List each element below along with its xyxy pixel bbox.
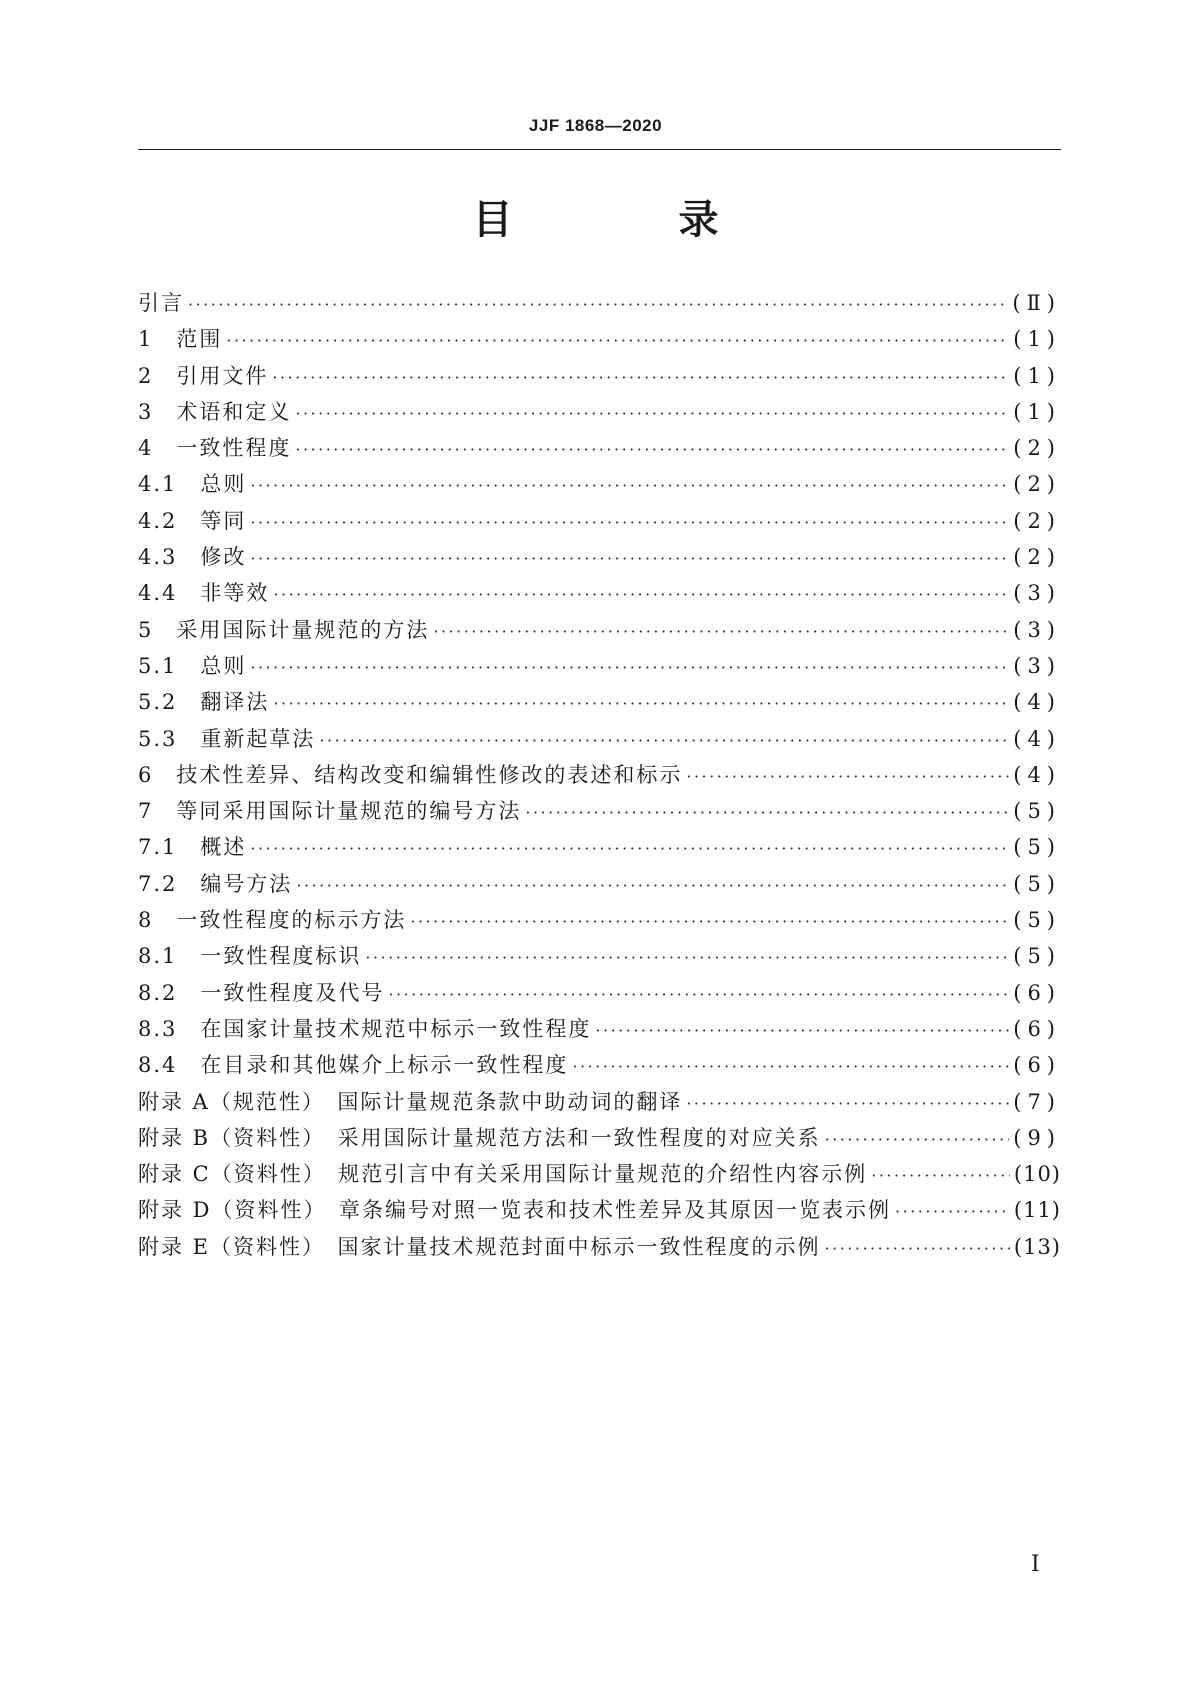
appendix-page: (11) <box>1013 1198 1061 1223</box>
toc-entry-title: 编号方法 <box>200 871 293 896</box>
toc-entry-page: (1) <box>1013 399 1061 424</box>
toc-entry-page: (5) <box>1013 835 1061 860</box>
leader-dots <box>296 876 1009 895</box>
toc-entry[interactable] <box>138 577 1061 613</box>
toc-entry-page: (1) <box>1013 327 1061 352</box>
appendix-page: (7) <box>1013 1089 1061 1114</box>
toc-entry-page: (4) <box>1013 762 1061 787</box>
leader-dots <box>250 839 1009 858</box>
toc-entry[interactable] <box>138 1013 1061 1049</box>
toc-entry-page: (2) <box>1013 508 1061 533</box>
toc-entry-number: 7 <box>138 799 177 824</box>
toc-entry[interactable] <box>138 541 1061 577</box>
leader-dots <box>825 1239 1010 1258</box>
leader-dots <box>295 440 1009 459</box>
toc-entry-number: 4.2 <box>138 508 201 533</box>
appendix-title: 国家计量技术规范封面中标示一致性程度的示例 <box>337 1234 821 1259</box>
toc-entry-title: 一致性程度的标示方法 <box>176 908 407 933</box>
toc-entry-page: (2) <box>1013 436 1061 461</box>
toc-entry[interactable] <box>138 723 1061 759</box>
toc-entry-page: (5) <box>1013 871 1061 896</box>
toc-entry-title: 修改 <box>200 545 247 570</box>
appendix-title: 国际计量规范条款中助动词的翻译 <box>337 1089 683 1114</box>
page-number: Ⅰ <box>1031 1552 1040 1577</box>
toc-entry-number: 8.1 <box>138 944 201 969</box>
toc-entry-page: (6) <box>1013 1016 1061 1041</box>
leader-dots <box>319 731 1009 750</box>
toc-entry-title: 非等效 <box>200 581 270 606</box>
toc-entry-page: (2) <box>1013 472 1061 497</box>
toc-entry-title: 概述 <box>200 835 247 860</box>
toc-entry-page: (4) <box>1013 690 1061 715</box>
leader-dots <box>250 476 1009 495</box>
leader-dots <box>595 1021 1009 1040</box>
toc-entry-page: (3) <box>1013 653 1061 678</box>
toc-entry-number: 8.2 <box>138 980 201 1005</box>
leader-dots <box>250 513 1009 532</box>
toc-entry-number: 4.1 <box>138 472 201 497</box>
leader-dots <box>686 767 1009 786</box>
appendix-page: (10) <box>1013 1162 1061 1187</box>
toc-entry[interactable] <box>138 686 1061 722</box>
toc-entry-number: 5.3 <box>138 726 201 751</box>
appendix-number: 附录 B（资料性） <box>138 1125 338 1150</box>
toc-entry-number: 4.3 <box>138 545 201 570</box>
appendix-page: (13) <box>1013 1234 1061 1259</box>
toc-entry-title: 采用国际计量规范的方法 <box>176 617 430 642</box>
toc-entry-number: 7.2 <box>138 871 201 896</box>
toc-entry-number: 3 <box>138 399 177 424</box>
toc-entry-title: 范围 <box>176 327 223 352</box>
toc-entry-title: 一致性程度 <box>176 436 292 461</box>
toc-entry-title: 翻译法 <box>200 690 270 715</box>
leader-dots <box>295 404 1009 423</box>
toc-entry-title: 等同采用国际计量规范的编号方法 <box>176 799 522 824</box>
appendix-number: 附录 E（资料性） <box>138 1234 338 1259</box>
toc-entry[interactable] <box>138 759 1061 795</box>
toc-entry[interactable] <box>138 904 1061 940</box>
leader-dots <box>871 1166 1010 1185</box>
toc-entry-page: (5) <box>1013 944 1061 969</box>
appendix-entry[interactable] <box>138 1158 1061 1194</box>
toc-entry[interactable] <box>138 396 1061 432</box>
toc-entry-title: 在目录和其他媒介上标示一致性程度 <box>200 1053 569 1078</box>
toc-entry[interactable] <box>138 468 1061 504</box>
toc-entry-number: 5.1 <box>138 653 201 678</box>
toc-entry-title: 重新起草法 <box>200 726 316 751</box>
appendix-page: (9) <box>1013 1125 1061 1150</box>
page-title: 目 录 <box>472 197 795 243</box>
toc-entry[interactable] <box>138 795 1061 831</box>
leader-dots <box>273 694 1009 713</box>
leader-dots <box>250 658 1009 677</box>
appendix-entry[interactable] <box>138 1086 1061 1122</box>
toc-entry-page: (6) <box>1013 1053 1061 1078</box>
appendix-entry[interactable] <box>138 1231 1061 1267</box>
toc-entry-page: (1) <box>1013 363 1061 388</box>
leader-dots <box>895 1202 1010 1221</box>
toc-entry[interactable] <box>138 868 1061 904</box>
toc-entry-title: 一致性程度及代号 <box>200 980 385 1005</box>
table-of-contents <box>138 287 1061 1267</box>
appendix-entry[interactable] <box>138 1122 1061 1158</box>
toc-entry-page: (5) <box>1013 799 1061 824</box>
toc-entry-page: (4) <box>1013 726 1061 751</box>
leader-dots <box>365 948 1009 967</box>
toc-entry[interactable] <box>138 360 1061 396</box>
toc-entry-page: (3) <box>1013 581 1061 606</box>
toc-entry-number: 1 <box>138 327 177 352</box>
appendix-number: 附录 A（规范性） <box>138 1089 338 1114</box>
toc-entry[interactable] <box>138 650 1061 686</box>
toc-entry-title: 在国家计量技术规范中标示一致性程度 <box>200 1016 592 1041</box>
toc-entry-title: 总则 <box>200 653 247 678</box>
leader-dots <box>226 331 1009 350</box>
toc-entry-title: 技术性差异、结构改变和编辑性修改的表述和标示 <box>176 762 683 787</box>
toc-entry[interactable] <box>138 1049 1061 1085</box>
toc-entry-title: 一致性程度标识 <box>200 944 362 969</box>
toc-entry-number: 4.4 <box>138 581 201 606</box>
toc-entry-page: (3) <box>1013 617 1061 642</box>
leader-dots <box>572 1057 1009 1076</box>
toc-entry-number: 2 <box>138 363 177 388</box>
leader-dots <box>686 1094 1009 1113</box>
toc-entry-page: (5) <box>1013 908 1061 933</box>
toc-entry-number: 8.3 <box>138 1016 201 1041</box>
leader-dots <box>188 295 1008 314</box>
leader-dots <box>250 549 1009 568</box>
toc-entry-number: 6 <box>138 762 177 787</box>
appendix-number: 附录 C（资料性） <box>138 1162 339 1187</box>
toc-entry[interactable] <box>138 977 1061 1013</box>
toc-entry-number: 5 <box>138 617 177 642</box>
toc-entry-page: (2) <box>1013 545 1061 570</box>
appendix-entry[interactable] <box>138 1194 1061 1230</box>
toc-entry[interactable] <box>138 505 1061 541</box>
toc-entry[interactable] <box>138 940 1061 976</box>
appendix-number: 附录 D（资料性） <box>138 1198 340 1223</box>
toc-entry[interactable] <box>138 614 1061 650</box>
leader-dots <box>825 1130 1010 1149</box>
leader-dots <box>272 368 1009 387</box>
toc-entry-number: 5.2 <box>138 690 201 715</box>
toc-entry[interactable] <box>138 432 1061 468</box>
toc-entry-number: 8 <box>138 908 177 933</box>
document-code-header: JJF 1868—2020 <box>528 116 663 135</box>
toc-entry-title: 总则 <box>200 472 247 497</box>
toc-entry-number: 7.1 <box>138 835 201 860</box>
toc-entry-number: 8.4 <box>138 1053 201 1078</box>
toc-entry-title: 引用文件 <box>176 363 269 388</box>
toc-entry-page: (Ⅱ) <box>1012 291 1061 315</box>
toc-entry-title: 等同 <box>200 508 247 533</box>
toc-entry-title: 术语和定义 <box>176 399 292 424</box>
leader-dots <box>410 912 1009 931</box>
toc-entry-title: 引言 <box>138 291 184 315</box>
appendix-title: 章条编号对照一览表和技术性差异及其原因一览表示例 <box>339 1198 892 1223</box>
toc-entry-number: 4 <box>138 436 177 461</box>
toc-entry[interactable] <box>138 287 1061 323</box>
toc-entry[interactable] <box>138 323 1061 359</box>
header-rule <box>138 149 1061 150</box>
appendix-title: 规范引言中有关采用国际计量规范的介绍性内容示例 <box>338 1162 868 1187</box>
toc-entry-page: (6) <box>1013 980 1061 1005</box>
appendix-title: 采用国际计量规范方法和一致性程度的对应关系 <box>337 1125 821 1150</box>
leader-dots <box>525 803 1009 822</box>
toc-entry[interactable] <box>138 831 1061 867</box>
leader-dots <box>273 585 1009 604</box>
leader-dots <box>433 622 1009 641</box>
leader-dots <box>388 985 1009 1004</box>
